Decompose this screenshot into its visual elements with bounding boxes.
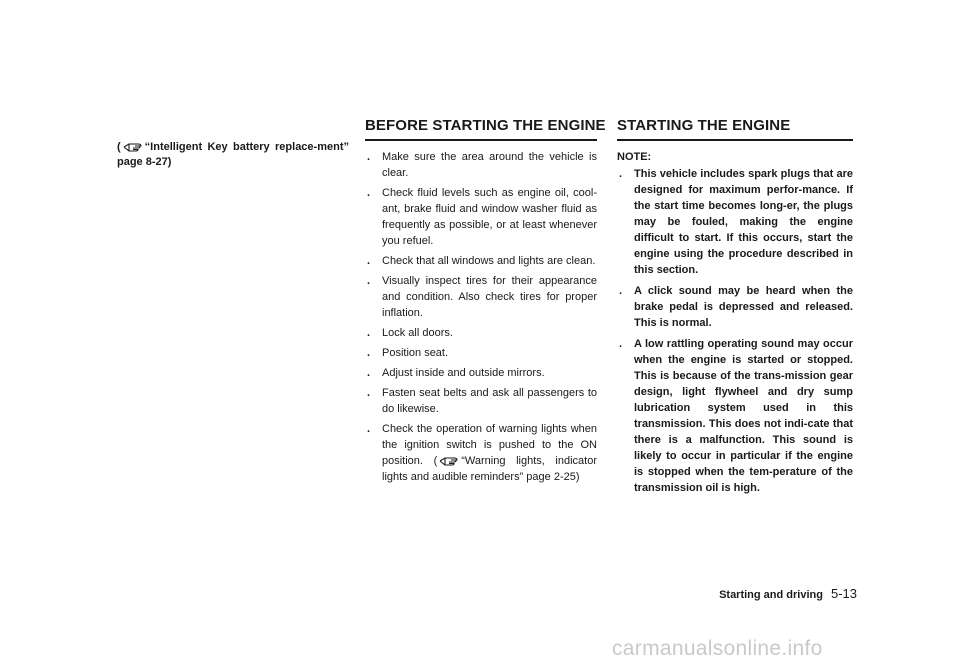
before-starting-section	[365, 117, 606, 489]
battery-replacement-reference[interactable]	[117, 140, 349, 170]
list-item-text: Visually inspect tires for their appearance and condition. Also check tires for proper inflation.	[382, 275, 597, 319]
footer-section-title: Starting and driving	[719, 589, 823, 601]
reference-open-paren: (	[117, 141, 121, 153]
list-item	[365, 273, 597, 321]
list-item	[365, 365, 597, 381]
section-heading-before-starting: BEFORE STARTING THE ENGINE	[365, 117, 597, 141]
page-number: 5-13	[830, 586, 857, 601]
list-item-text: Check fluid levels such as engine oil, cool-ant, brake fluid and window washer fluid as frequently as possible, or at least whenever you refuel.	[382, 187, 597, 247]
list-item-text: A click sound may be heard when the brake pedal is depressed and released. This is normal.	[634, 285, 853, 329]
before-starting-list	[365, 149, 597, 485]
list-item-text: Position seat.	[382, 347, 449, 359]
page-footer	[719, 586, 857, 601]
bullet-dot: .	[367, 423, 371, 435]
bullet-dot: .	[619, 338, 623, 350]
list-item-text: Lock all doors.	[382, 327, 453, 339]
bullet-dot: .	[367, 275, 371, 287]
reference-hand-icon	[123, 141, 143, 153]
list-item	[365, 345, 597, 361]
list-item	[365, 185, 597, 249]
bullet-dot: .	[367, 255, 371, 267]
bullet-dot: .	[367, 327, 371, 339]
list-item	[617, 166, 853, 278]
bullet-dot: .	[619, 285, 623, 297]
list-item	[365, 253, 597, 269]
bullet-dot: .	[619, 168, 623, 180]
bullet-dot: .	[367, 347, 371, 359]
list-item	[617, 283, 853, 331]
reference-text: “Intelligent Key battery replace-ment” page 8-27)	[117, 141, 349, 168]
list-item	[617, 336, 853, 496]
section-heading-starting: STARTING THE ENGINE	[617, 117, 853, 141]
list-item-text: Make sure the area around the vehicle is clear.	[382, 151, 597, 179]
reference-hand-icon	[439, 455, 459, 467]
starting-section	[617, 117, 853, 501]
list-item-text: This vehicle includes spark plugs that are designed for maximum perfor-mance. If the start time becomes long-er, the plugs may be fouled, making the engine difficult to start. If this occurs, start the engine using the procedure described in this section.	[634, 168, 853, 276]
bullet-dot: .	[367, 187, 371, 199]
starting-notes-list	[617, 166, 853, 496]
list-item-text: A low rattling operating sound may occur when the engine is started or stopped. This is because of the trans-mission gear design, light flywheel and dry sump lubrication system used in this transmission. This does not indi-cate that there is a malfunction. This sound is likely to occur in particular if the engine is stopped when the tem-perature of the transmission oil is high.	[634, 338, 853, 494]
list-item	[365, 421, 597, 485]
list-item	[365, 149, 597, 181]
bullet-dot: .	[367, 151, 371, 163]
list-item-text: Check the operation of warning lights when the ignition switch is pushed to the ON position. (	[382, 423, 597, 467]
bullet-dot: .	[367, 367, 371, 379]
note-label: NOTE:	[617, 151, 652, 163]
bullet-dot: .	[367, 387, 371, 399]
list-item-text: Fasten seat belts and ask all passengers to do likewise.	[382, 387, 597, 415]
list-item	[365, 385, 597, 417]
continued-reference-column	[117, 140, 349, 170]
list-item-text: Check that all windows and lights are clean.	[382, 255, 596, 267]
list-item-text: Adjust inside and outside mirrors.	[382, 367, 545, 379]
warning-lights-reference[interactable]: “Warning lights, indicator lights and audible reminders” page 2-25)	[382, 455, 597, 483]
watermark: carmanualsonline.info	[612, 637, 823, 660]
list-item	[365, 325, 597, 341]
